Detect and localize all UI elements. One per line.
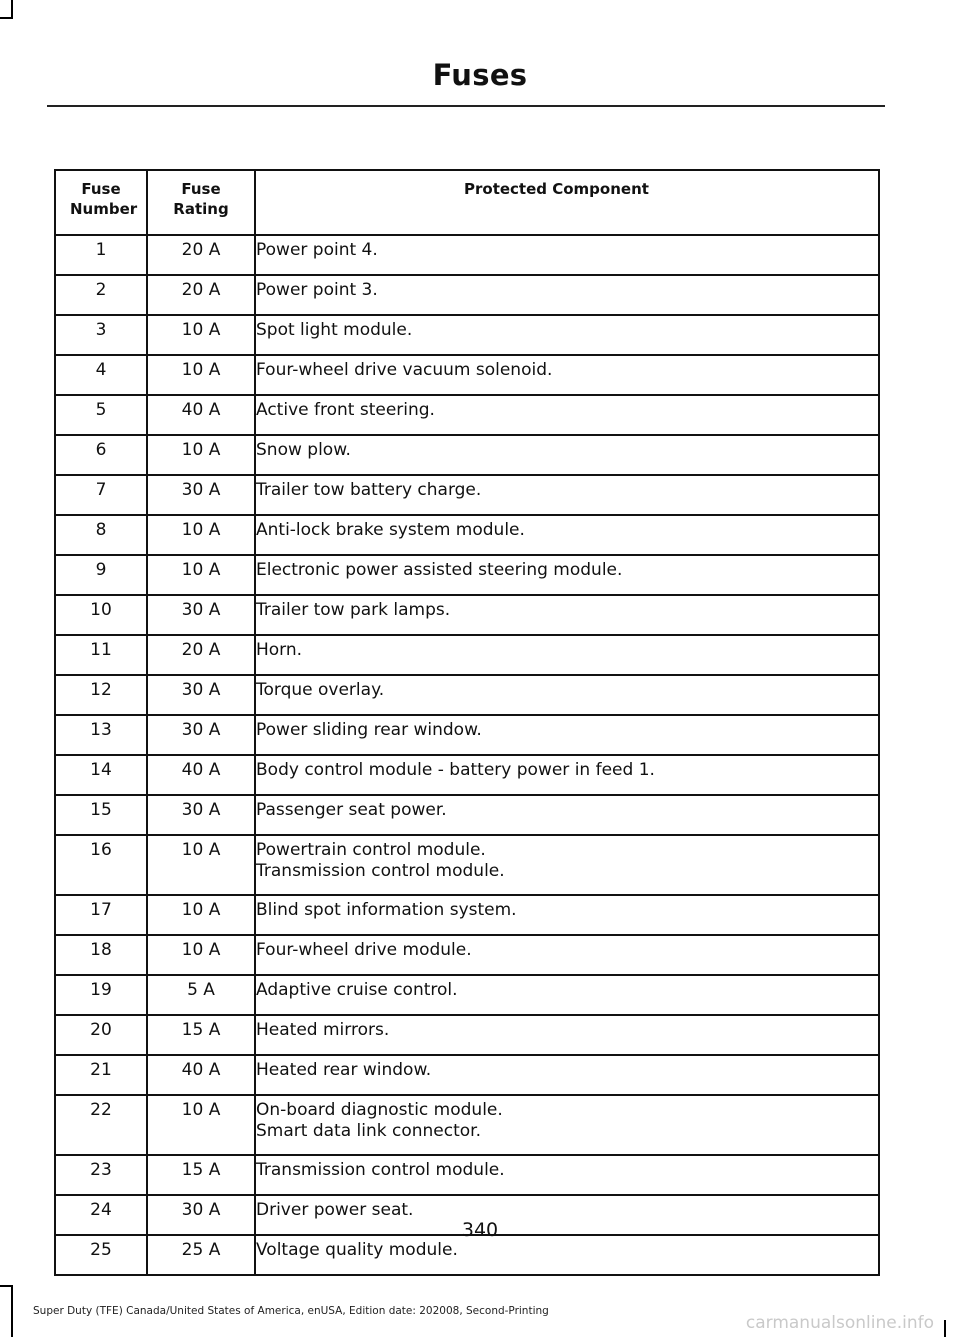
protected-component-cell: [255, 395, 879, 435]
component-line: Blind spot information system.: [256, 900, 517, 920]
fuse-rating-cell: 30 A: [147, 595, 255, 635]
fuse-number-cell: 14: [55, 755, 147, 795]
component-line: Active front steering.: [256, 400, 435, 420]
fuse-number-cell: 17: [55, 895, 147, 935]
table-row: [55, 475, 879, 515]
header-protected-component: Protected Component: [255, 170, 879, 235]
table-row: [55, 555, 879, 595]
table-row: [55, 275, 879, 315]
fuse-number-cell: 9: [55, 555, 147, 595]
header-fuse-number: Fuse Number: [55, 170, 147, 235]
table-row: [55, 675, 879, 715]
fuse-rating-cell: 10 A: [147, 835, 255, 895]
protected-component-cell: [255, 835, 879, 895]
fuse-rating-cell: 5 A: [147, 975, 255, 1015]
table-row: [55, 315, 879, 355]
protected-component-cell: [255, 1235, 879, 1275]
fuse-number-cell: 8: [55, 515, 147, 555]
component-line: Trailer tow battery charge.: [256, 480, 482, 500]
component-line: Body control module - battery power in feed 1.: [256, 760, 655, 780]
fuse-table-body: [55, 235, 879, 1275]
fuse-number-cell: 7: [55, 475, 147, 515]
protected-component-cell: [255, 675, 879, 715]
fuse-number-cell: 1: [55, 235, 147, 275]
table-row: [55, 1095, 879, 1155]
table-row: [55, 1055, 879, 1095]
protected-component-cell: [255, 795, 879, 835]
fuse-number-cell: 10: [55, 595, 147, 635]
fuse-number-cell: 25: [55, 1235, 147, 1275]
protected-component-cell: [255, 1015, 879, 1055]
fuse-number-cell: 4: [55, 355, 147, 395]
fuse-number-cell: 18: [55, 935, 147, 975]
crop-mark-bottom-right: [944, 1320, 946, 1337]
table-row: [55, 355, 879, 395]
component-line: Driver power seat.: [256, 1200, 414, 1220]
protected-component-cell: [255, 475, 879, 515]
fuse-number-cell: 22: [55, 1095, 147, 1155]
fuse-rating-cell: 20 A: [147, 235, 255, 275]
protected-component-cell: [255, 975, 879, 1015]
table-row: [55, 895, 879, 935]
component-line: Heated mirrors.: [256, 1020, 390, 1040]
component-line: Snow plow.: [256, 440, 351, 460]
fuse-rating-cell: 10 A: [147, 515, 255, 555]
fuse-number-cell: 3: [55, 315, 147, 355]
fuse-rating-cell: 40 A: [147, 1055, 255, 1095]
fuse-rating-cell: 30 A: [147, 1195, 255, 1235]
protected-component-cell: [255, 755, 879, 795]
component-line: Passenger seat power.: [256, 800, 447, 820]
fuse-rating-cell: 10 A: [147, 435, 255, 475]
component-line: Power point 3.: [256, 280, 378, 300]
component-line: Powertrain control module.: [256, 840, 486, 860]
fuse-rating-cell: 30 A: [147, 475, 255, 515]
fuse-rating-cell: 10 A: [147, 895, 255, 935]
table-row: [55, 1155, 879, 1195]
table-row: [55, 715, 879, 755]
fuse-rating-cell: 10 A: [147, 355, 255, 395]
component-line: Torque overlay.: [256, 680, 385, 700]
component-line: Heated rear window.: [256, 1060, 432, 1080]
table-header-row: [55, 170, 879, 235]
table-row: [55, 835, 879, 895]
table-row: [55, 635, 879, 675]
fuse-rating-cell: 10 A: [147, 935, 255, 975]
fuse-number-cell: 23: [55, 1155, 147, 1195]
fuse-number-cell: 21: [55, 1055, 147, 1095]
header-fuse-rating: Fuse Rating: [147, 170, 255, 235]
component-line: Anti-lock brake system module.: [256, 520, 525, 540]
protected-component-cell: [255, 355, 879, 395]
table-row: [55, 1015, 879, 1055]
table-row: [55, 935, 879, 975]
fuse-number-cell: 5: [55, 395, 147, 435]
component-line: Adaptive cruise control.: [256, 980, 458, 1000]
fuse-number-cell: 6: [55, 435, 147, 475]
protected-component-cell: [255, 595, 879, 635]
protected-component-cell: [255, 895, 879, 935]
protected-component-cell: [255, 435, 879, 475]
fuse-rating-cell: 10 A: [147, 555, 255, 595]
protected-component-cell: [255, 1055, 879, 1095]
watermark: carmanualsonline.info: [745, 1313, 934, 1333]
fuse-number-cell: 20: [55, 1015, 147, 1055]
table-row: [55, 515, 879, 555]
protected-component-cell: [255, 515, 879, 555]
fuse-number-cell: 12: [55, 675, 147, 715]
protected-component-cell: [255, 935, 879, 975]
crop-mark-bottom-left: [0, 1285, 13, 1287]
fuse-rating-cell: 10 A: [147, 1095, 255, 1155]
crop-mark-bottom-left: [11, 1285, 13, 1337]
component-line: Trailer tow park lamps.: [256, 600, 451, 620]
protected-component-cell: [255, 635, 879, 675]
component-line: Smart data link connector.: [256, 1121, 481, 1141]
table-row: [55, 435, 879, 475]
table-row: [55, 595, 879, 635]
component-line: Horn.: [256, 640, 303, 660]
component-line: Four-wheel drive module.: [256, 940, 472, 960]
fuse-number-cell: 2: [55, 275, 147, 315]
protected-component-cell: [255, 235, 879, 275]
table-row: [55, 235, 879, 275]
fuse-number-cell: 13: [55, 715, 147, 755]
component-line: Electronic power assisted steering module.: [256, 560, 623, 580]
protected-component-cell: [255, 715, 879, 755]
protected-component-cell: [255, 275, 879, 315]
component-line: Four-wheel drive vacuum solenoid.: [256, 360, 553, 380]
component-line: Power sliding rear window.: [256, 720, 482, 740]
fuse-rating-cell: 20 A: [147, 275, 255, 315]
fuse-rating-cell: 15 A: [147, 1015, 255, 1055]
protected-component-cell: [255, 1155, 879, 1195]
component-line: Spot light module.: [256, 320, 413, 340]
fuse-rating-cell: 40 A: [147, 395, 255, 435]
component-line: Power point 4.: [256, 240, 378, 260]
fuse-rating-cell: 25 A: [147, 1235, 255, 1275]
fuse-number-cell: 15: [55, 795, 147, 835]
fuse-number-cell: 24: [55, 1195, 147, 1235]
component-line: Transmission control module.: [256, 861, 505, 881]
component-line: Voltage quality module.: [256, 1240, 458, 1260]
fuse-rating-cell: 30 A: [147, 675, 255, 715]
fuse-rating-cell: 10 A: [147, 315, 255, 355]
fuse-rating-cell: 15 A: [147, 1155, 255, 1195]
component-line: Transmission control module.: [256, 1160, 505, 1180]
fuse-number-cell: 19: [55, 975, 147, 1015]
table-row: [55, 395, 879, 435]
fuse-number-cell: 16: [55, 835, 147, 895]
page-number: 340: [461, 1219, 499, 1241]
table-row: [55, 1235, 879, 1275]
page-title: Fuses: [432, 58, 528, 92]
fuse-table: [54, 169, 880, 1276]
protected-component-cell: [255, 1095, 879, 1155]
fuse-rating-cell: 20 A: [147, 635, 255, 675]
fuse-rating-cell: 30 A: [147, 715, 255, 755]
protected-component-cell: [255, 555, 879, 595]
fuse-rating-cell: 40 A: [147, 755, 255, 795]
table-row: [55, 755, 879, 795]
footer-text: Super Duty (TFE) Canada/United States of America, enUSA, Edition date: 202008, Second-Printing: [33, 1305, 549, 1317]
crop-mark-top-left: [0, 17, 13, 19]
protected-component-cell: [255, 315, 879, 355]
title-rule: [47, 105, 885, 107]
fuse-rating-cell: 30 A: [147, 795, 255, 835]
table-row: [55, 975, 879, 1015]
component-line: On-board diagnostic module.: [256, 1100, 503, 1120]
fuse-number-cell: 11: [55, 635, 147, 675]
table-row: [55, 795, 879, 835]
